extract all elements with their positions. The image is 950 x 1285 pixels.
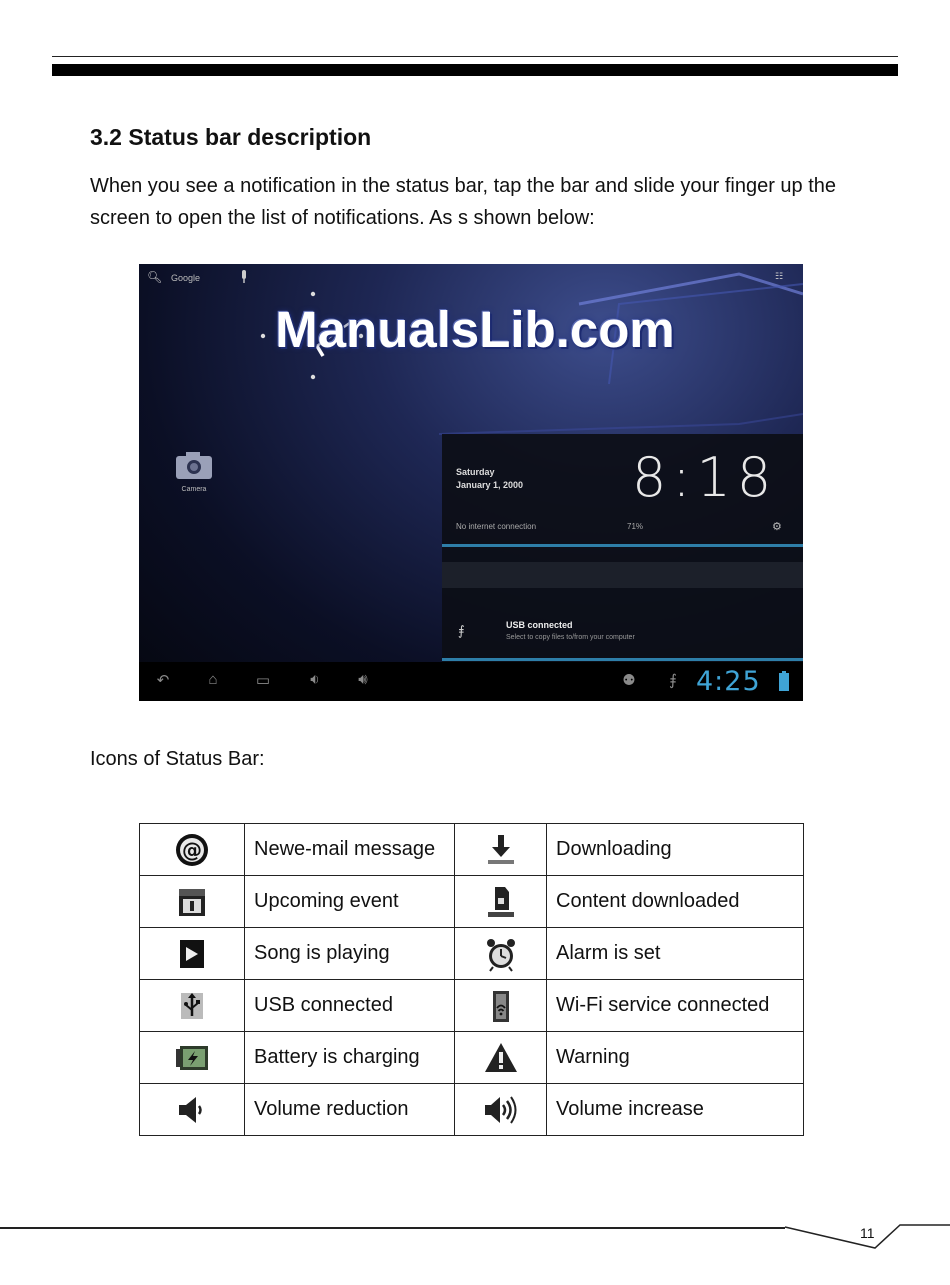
usb-icon[interactable]: ⨎ xyxy=(669,672,677,689)
panel-date: January 1, 2000 xyxy=(456,480,524,490)
table-cell: Content downloaded xyxy=(547,876,804,928)
apps-grid-icon[interactable]: ☷ xyxy=(775,271,784,281)
table-cell xyxy=(140,928,245,980)
watermark: ManualsLib.com xyxy=(275,301,675,358)
table-cell: Downloading xyxy=(547,824,804,876)
email-icon xyxy=(174,832,210,868)
page-number: 11 xyxy=(860,1225,875,1241)
table-row xyxy=(140,824,804,876)
table-cell: Volume increase xyxy=(547,1084,804,1136)
table-cell: USB connected xyxy=(245,980,455,1032)
notification-panel[interactable] xyxy=(442,434,803,662)
table-cell: Wi-Fi service connected xyxy=(547,980,804,1032)
panel-day: Saturday xyxy=(456,467,495,477)
table-cell xyxy=(455,1032,547,1084)
panel-clock: 8:18 xyxy=(632,446,778,509)
table-cell xyxy=(455,824,547,876)
home-icon[interactable]: ⌂ xyxy=(208,671,218,688)
warning-icon xyxy=(483,1040,519,1076)
download-complete-icon xyxy=(483,884,519,920)
table-row xyxy=(140,928,804,980)
panel-divider xyxy=(442,544,803,547)
table-cell: Newe-mail message xyxy=(245,824,455,876)
table-row xyxy=(140,1084,804,1136)
table-cell xyxy=(140,876,245,928)
play-icon xyxy=(174,936,210,972)
alarm-icon xyxy=(483,936,519,972)
icons-title: Icons of Status Bar: xyxy=(90,748,265,770)
table-row xyxy=(140,876,804,928)
table-row xyxy=(140,980,804,1032)
table-cell xyxy=(455,928,547,980)
system-bar xyxy=(139,662,803,701)
table-cell xyxy=(140,1032,245,1084)
usb-icon xyxy=(174,988,210,1024)
usb-notification-title[interactable]: USB connected xyxy=(506,620,573,630)
header-thick-rule xyxy=(52,64,898,76)
wifi-icon xyxy=(483,988,519,1024)
usb-notification-subtitle: Select to copy files to/from your computer xyxy=(506,634,635,641)
calendar-icon xyxy=(174,884,210,920)
table-cell: Upcoming event xyxy=(245,876,455,928)
android-icon[interactable]: ⚉ xyxy=(622,672,636,689)
table-cell: Volume reduction xyxy=(245,1084,455,1136)
table-row xyxy=(140,1032,804,1084)
table-cell xyxy=(455,876,547,928)
svg-text:@: @ xyxy=(182,837,202,862)
table-cell xyxy=(455,980,547,1032)
notification-item[interactable] xyxy=(442,562,803,588)
header-thin-rule xyxy=(52,56,898,57)
table-cell: Song is playing xyxy=(245,928,455,980)
section-paragraph: When you see a notification in the status bar, tap the bar and slide your finger up the screen to open the list of notifications. As s shown below: xyxy=(90,175,837,229)
battery-icon[interactable] xyxy=(779,671,789,691)
recent-apps-icon[interactable]: ▭ xyxy=(255,672,271,689)
battery-charging-icon xyxy=(174,1040,210,1076)
settings-icon[interactable]: ⚙ xyxy=(772,521,782,533)
table-cell xyxy=(140,980,245,1032)
camera-label: Camera xyxy=(181,486,207,493)
volume-down-icon xyxy=(174,1092,210,1128)
microphone-icon[interactable] xyxy=(240,270,248,284)
panel-connection-status: No internet connection xyxy=(456,522,537,531)
table-cell xyxy=(455,1084,547,1136)
table-cell: Alarm is set xyxy=(547,928,804,980)
table-cell xyxy=(140,824,245,876)
usb-icon: ⨎ xyxy=(458,623,465,638)
back-icon[interactable]: ↶ xyxy=(156,672,170,689)
volume-up-icon[interactable]: 🔊︎ xyxy=(358,671,368,688)
search-label: Google xyxy=(171,273,201,283)
status-icons-table xyxy=(139,823,804,1136)
panel-battery-status: 71% xyxy=(627,522,644,531)
footer-rule xyxy=(0,1227,785,1229)
download-icon xyxy=(483,832,519,868)
search-icon[interactable]: 🔍︎ xyxy=(147,270,163,284)
table-cell xyxy=(140,1084,245,1136)
table-cell: Battery is charging xyxy=(245,1032,455,1084)
table-cell: Warning xyxy=(547,1032,804,1084)
volume-up-icon xyxy=(483,1092,519,1128)
volume-down-icon[interactable]: 🔉︎ xyxy=(310,671,320,688)
panel-divider xyxy=(442,658,803,661)
camera-icon[interactable] xyxy=(175,450,213,480)
system-bar-time[interactable]: 4:25 xyxy=(696,666,761,697)
section-heading: 3.2 Status bar description xyxy=(90,124,372,150)
